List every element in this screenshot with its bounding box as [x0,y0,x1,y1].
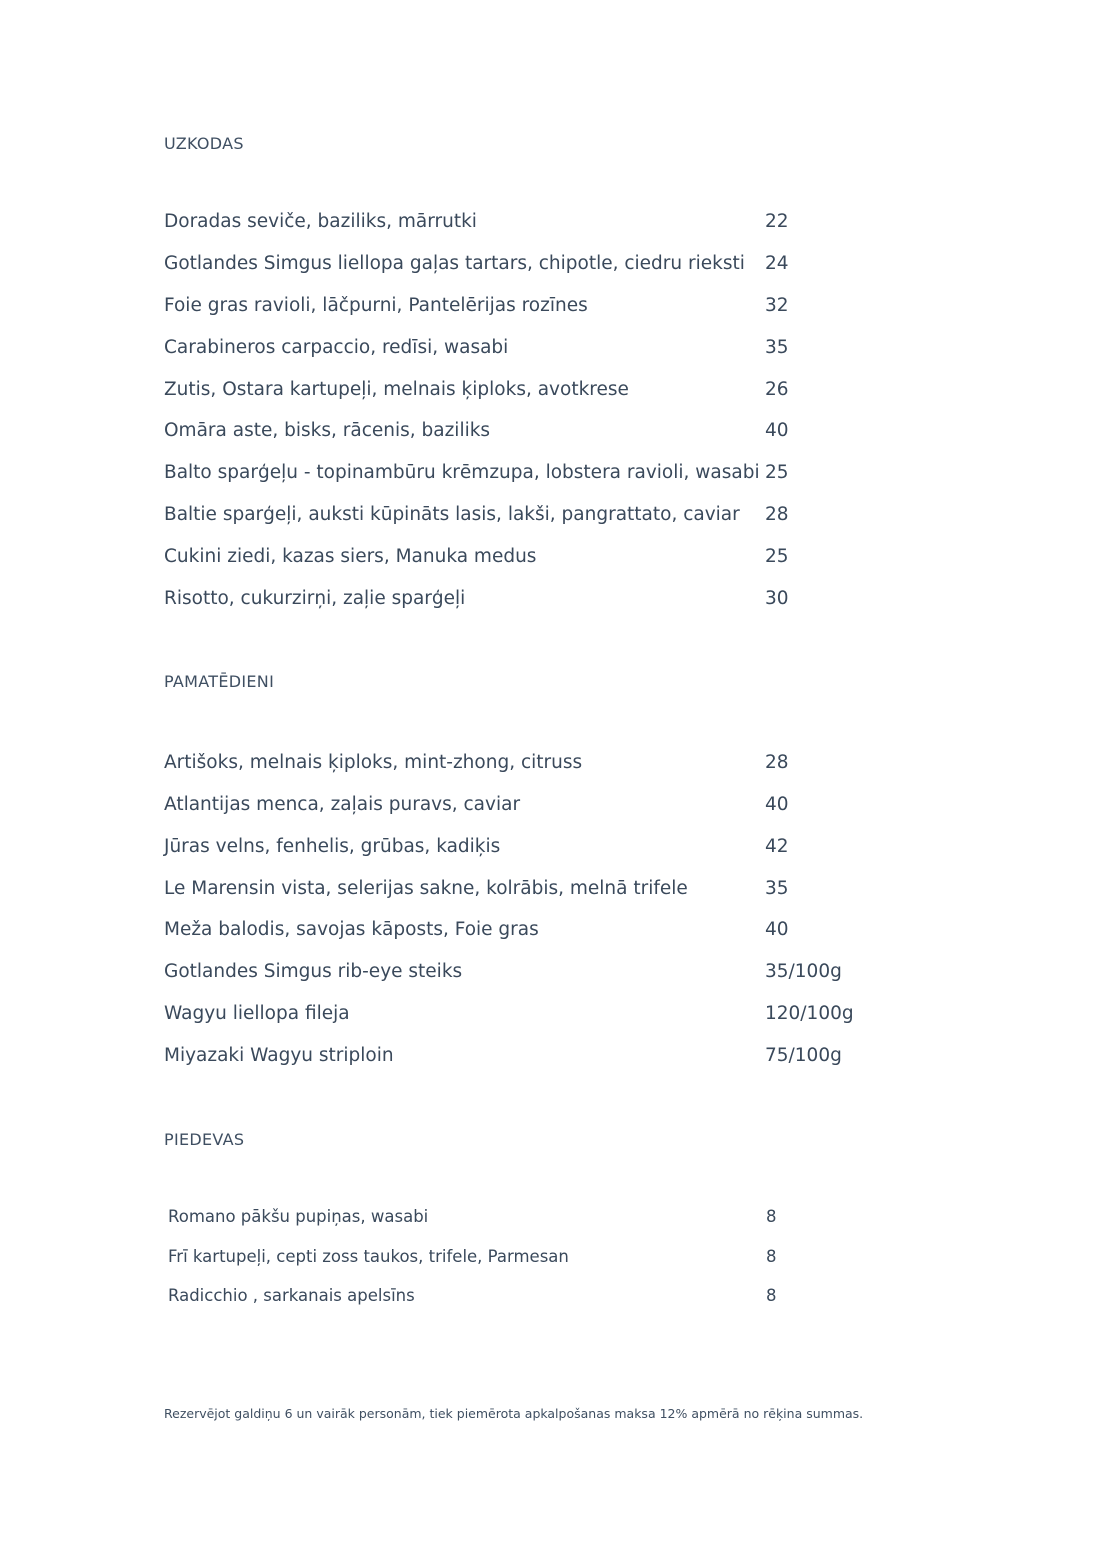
menu-item [164,253,884,283]
item-name: Miyazaki Wagyu striploin [164,1045,394,1066]
menu-item [164,1045,884,1075]
menu-item [164,504,884,534]
item-price: 120/100g [765,1003,854,1024]
item-name: Balto sparģeļu - topinambūru krēmzupa, lobstera ravioli, wasabi [164,462,760,483]
menu-item [164,211,884,241]
item-price: 28 [765,504,789,525]
item-price: 30 [765,588,789,609]
item-name: Cukini ziedi, kazas siers, Manuka medus [164,546,537,567]
menu-item [164,462,884,492]
item-name: Gotlandes Simgus rib-eye steiks [164,961,463,982]
menu-item [164,836,884,866]
menu-item [164,546,884,576]
item-price: 8 [766,1247,777,1266]
item-name: Le Marensin vista, selerijas sakne, kolrābis, melnā trifele [164,878,688,899]
menu-item [164,337,884,367]
menu-item [164,420,884,450]
side-item [168,1247,868,1273]
item-price: 42 [765,836,789,857]
item-price: 40 [765,919,789,940]
menu-item [164,588,884,618]
item-price: 8 [766,1207,777,1226]
menu-item [164,379,884,409]
item-price: 35 [765,878,789,899]
item-name: Doradas seviče, baziliks, mārrutki [164,211,477,232]
item-name: Foie gras ravioli, lāčpurni, Pantelērijas rozīnes [164,295,588,316]
item-name: Gotlandes Simgus liellopa gaļas tartars, chipotle, ciedru rieksti [164,253,745,274]
item-price: 25 [765,462,789,483]
menu-item [164,752,884,782]
item-price: 28 [765,752,789,773]
item-price: 24 [765,253,789,274]
item-price: 40 [765,794,789,815]
item-price: 75/100g [765,1045,842,1066]
item-name: Radicchio , sarkanais apelsīns [168,1286,415,1305]
item-name: Omāra aste, bisks, rācenis, baziliks [164,420,491,441]
section-title-mains: PAMATĒDIENI [164,672,275,691]
item-name: Jūras velns, fenhelis, grūbas, kadiķis [164,836,501,857]
side-item [168,1207,868,1233]
item-name: Meža balodis, savojas kāposts, Foie gras [164,919,539,940]
item-name: Wagyu liellopa fileja [164,1003,350,1024]
item-price: 32 [765,295,789,316]
item-price: 26 [765,379,789,400]
item-price: 35/100g [765,961,842,982]
item-name: Frī kartupeļi, cepti zoss taukos, trifele, Parmesan [168,1247,569,1266]
menu-item [164,919,884,949]
item-price: 25 [765,546,789,567]
item-price: 22 [765,211,789,232]
menu-item [164,878,884,908]
item-name: Atlantijas menca, zaļais puravs, caviar [164,794,521,815]
item-price: 8 [766,1286,777,1305]
menu-item [164,295,884,325]
section-title-starters: UZKODAS [164,134,244,153]
menu-item [164,794,884,824]
item-name: Romano pākšu pupiņas, wasabi [168,1207,429,1226]
item-name: Zutis, Ostara kartupeļi, melnais ķiploks, avotkrese [164,379,629,400]
side-item [168,1286,868,1312]
item-price: 35 [765,337,789,358]
item-name: Baltie sparģeļi, auksti kūpināts lasis, lakši, pangrattato, caviar [164,504,740,525]
menu-item [164,1003,884,1033]
item-name: Carabineros carpaccio, redīsi, wasabi [164,337,509,358]
section-title-sides: PIEDEVAS [164,1130,245,1149]
menu-item [164,961,884,991]
item-price: 40 [765,420,789,441]
item-name: Risotto, cukurzirņi, zaļie sparģeļi [164,588,466,609]
service-charge-note: Rezervējot galdiņu 6 un vairāk personām, tiek piemērota apkalpošanas maksa 12% apmērā no rēķina summas. [164,1406,864,1421]
item-name: Artišoks, melnais ķiploks, mint-zhong, citruss [164,752,583,773]
